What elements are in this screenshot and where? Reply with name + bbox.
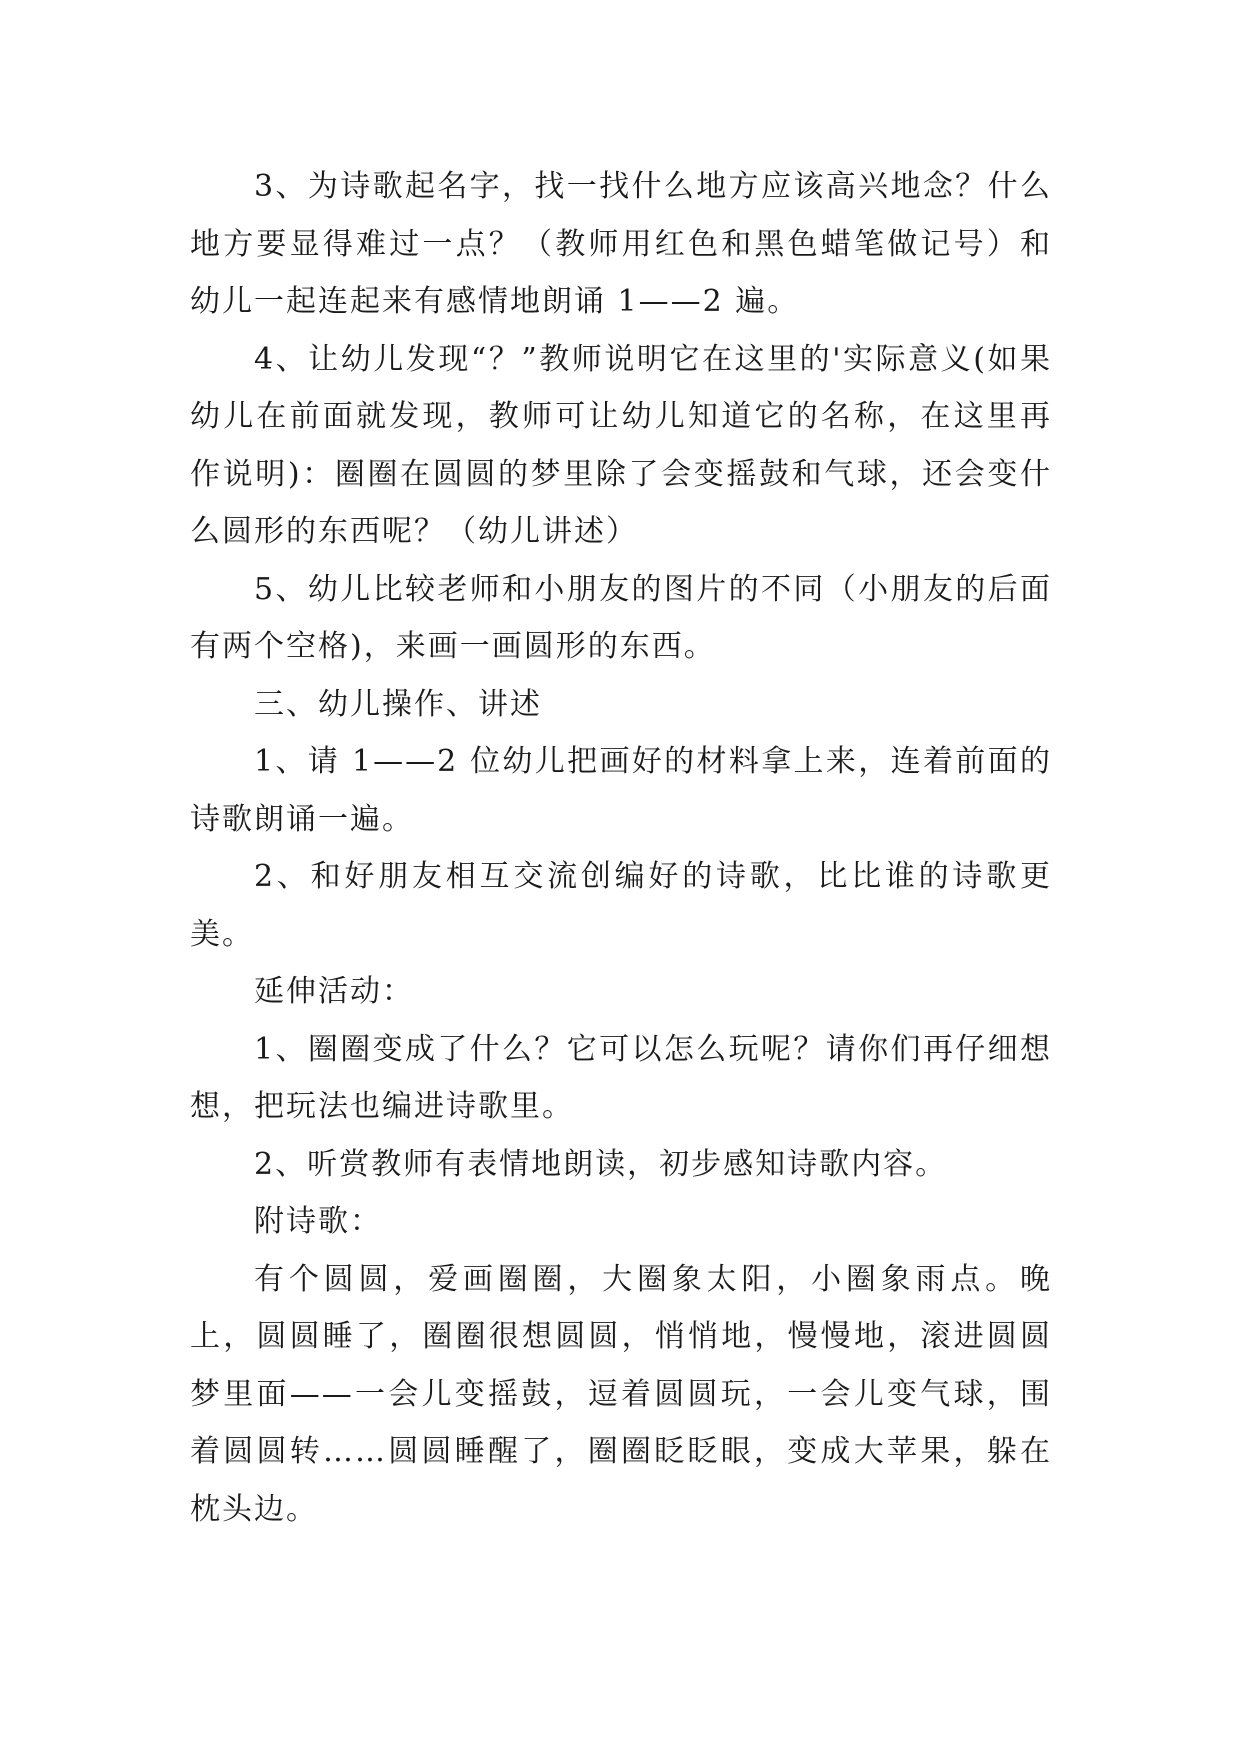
poem-text: 有个圆圆，爱画圈圈，大圈象太阳，小圈象雨点。晚上，圆圆睡了，圈圈很想圆圆，悄悄地，慢慢地，滚进圆圆梦里面——一会儿变摇鼓，逗着圆圆玩，一会儿变气球，围着圆圆转……圆圆睡醒了，圈圈眨眨眼，变成大苹果，躲在枕头边。 — [190, 1261, 1052, 1527]
section-heading-extension: 延伸活动： — [254, 974, 414, 1009]
section-heading-operation: 三、幼儿操作、讲述 — [254, 686, 542, 722]
paragraph-step-5: 5、幼儿比较老师和小朋友的图片的不同（小朋友的后面有两个空格)，来画一画圆形的东西。 — [190, 571, 1052, 664]
paragraph-operation-2: 2、和好朋友相互交流创编好的诗歌，比比谁的诗歌更美。 — [190, 859, 1052, 952]
paragraph-step-4: 4、让幼儿发现“？”教师说明它在这里的'实际意义(如果幼儿在前面就发现，教师可让幼儿知道它的名称，在这里再作说明)：圈圈在圆圆的梦里除了会变摇鼓和气球，还会变什么圆形的东西呢？（幼儿讲述） — [190, 341, 1052, 549]
paragraph-extension-1: 1、圈圈变成了什么？它可以怎么玩呢？请你们再仔细想想，把玩法也编进诗歌里。 — [190, 1031, 1052, 1124]
paragraph-extension-2: 2、听赏教师有表情地朗读，初步感知诗歌内容。 — [254, 1146, 948, 1182]
section-heading-poem: 附诗歌： — [254, 1204, 382, 1239]
paragraph-step-3: 3、为诗歌起名字，找一找什么地方应该高兴地念？什么地方要显得难过一点？（教师用红色和黑色蜡笔做记号）和幼儿一起连起来有感情地朗诵 1——2 遍。 — [190, 169, 1052, 319]
paragraph-operation-1: 1、请 1——2 位幼儿把画好的材料拿上来，连着前面的诗歌朗诵一遍。 — [190, 744, 1052, 837]
document-body — [190, 158, 1052, 1538]
